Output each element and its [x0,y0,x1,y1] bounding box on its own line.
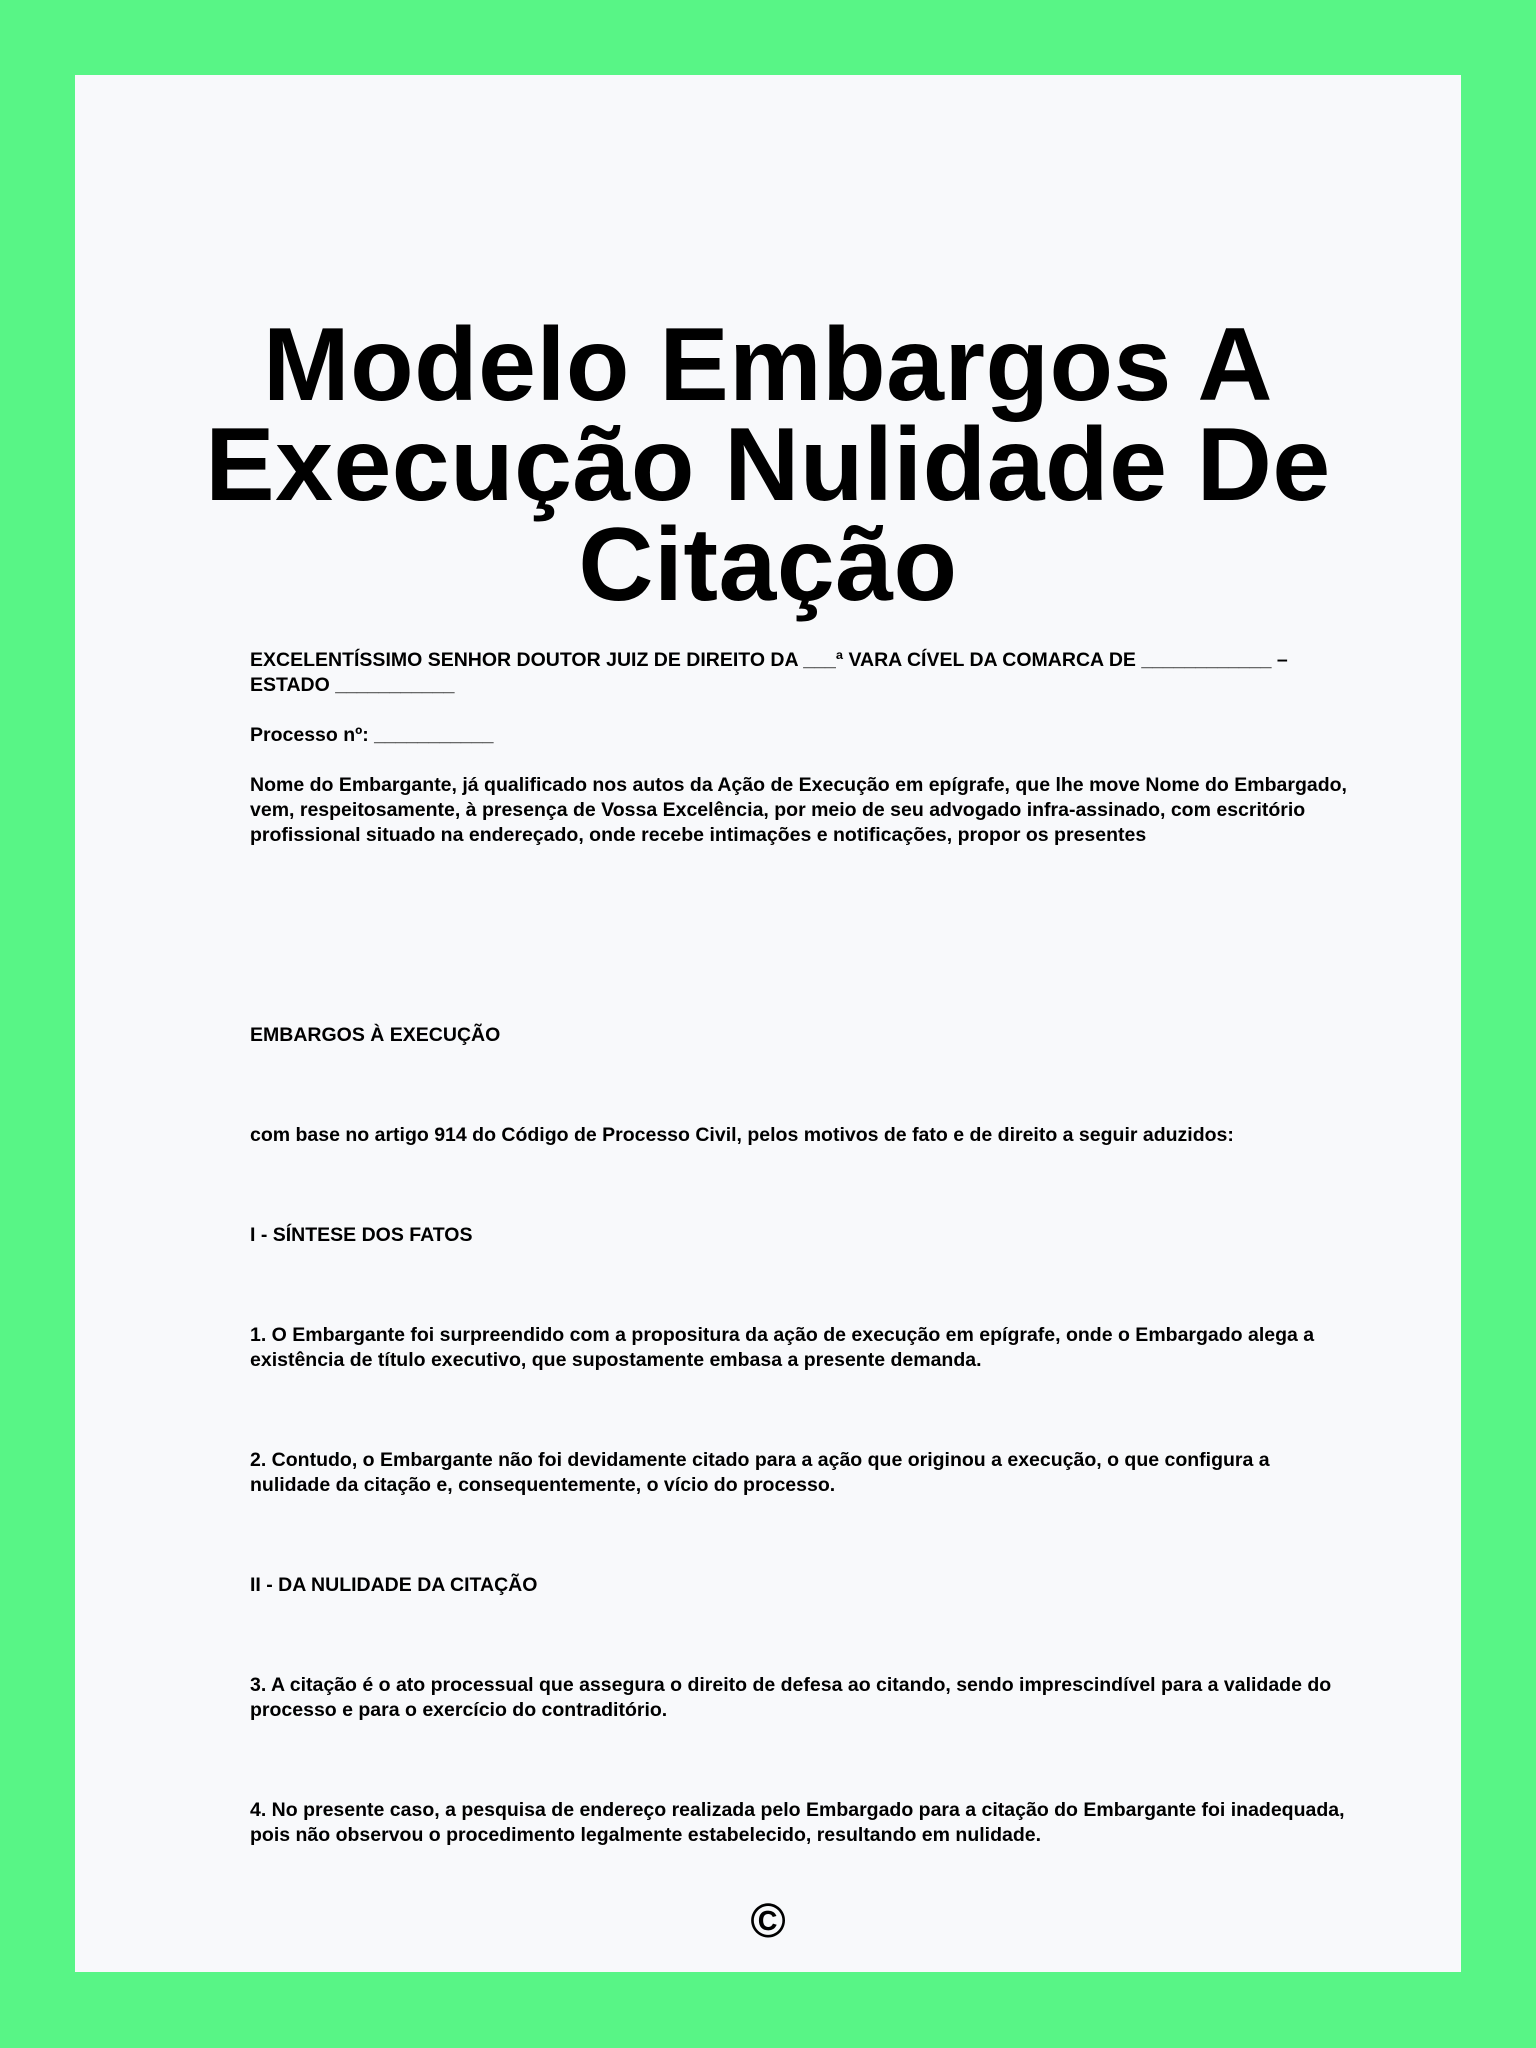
law-paragraph-3: 3. A citação é o ato processual que assegura o direito de defesa ao citando, sendo imprescindível para a validade do processo e para o exercício do contraditório. [250,1674,1332,1721]
copyright-icon: © [750,1895,786,1948]
document-page [75,75,1461,1972]
section-heading-sintese: I - SÍNTESE DOS FATOS [250,1224,473,1246]
section-heading-nulidade: II - DA NULIDADE DA CITAÇÃO [250,1574,538,1596]
addressee-paragraph: EXCELENTÍSSIMO SENHOR DOUTOR JUIZ DE DIREITO DA ___ª VARA CÍVEL DA COMARCA DE ____________ – ESTADO ___________ [250,649,1288,696]
process-number: Processo nº: ___________ [250,724,494,746]
fact-paragraph-1: 1. O Embargante foi surpreendido com a propositura da ação de execução em epígrafe, onde o Embargado alega a existência de título executivo, que supostamente embasa a presente demanda. [250,1324,1315,1371]
law-paragraph-4: 4. No presente caso, a pesquisa de endereço realizada pelo Embargado para a citação do Embargante foi inadequada, pois não observou o procedimento legalmente estabelecido, resultando em nulidade. [250,1799,1345,1846]
document-title: Modelo Embargos A Execução Nulidade De Citação [205,307,1331,623]
section-heading-embargos: EMBARGOS À EXECUÇÃO [250,1024,501,1046]
fact-paragraph-2: 2. Contudo, o Embargante não foi devidamente citado para a ação que originou a execução, o que configura a nulidade da citação e, consequentemente, o vício do processo. [250,1449,1270,1496]
basis-paragraph: com base no artigo 914 do Código de Processo Civil, pelos motivos de fato e de direito a seguir aduzidos: [250,1124,1234,1146]
intro-paragraph: Nome do Embargante, já qualificado nos autos da Ação de Execução em epígrafe, que lhe move Nome do Embargado, vem, respeitosamente, à presença de Vossa Excelência, por meio de seu advogado infra-assinado, com escritório profissional situado na endereçado, onde recebe intimações e notificações, propor os presentes [250,774,1347,846]
